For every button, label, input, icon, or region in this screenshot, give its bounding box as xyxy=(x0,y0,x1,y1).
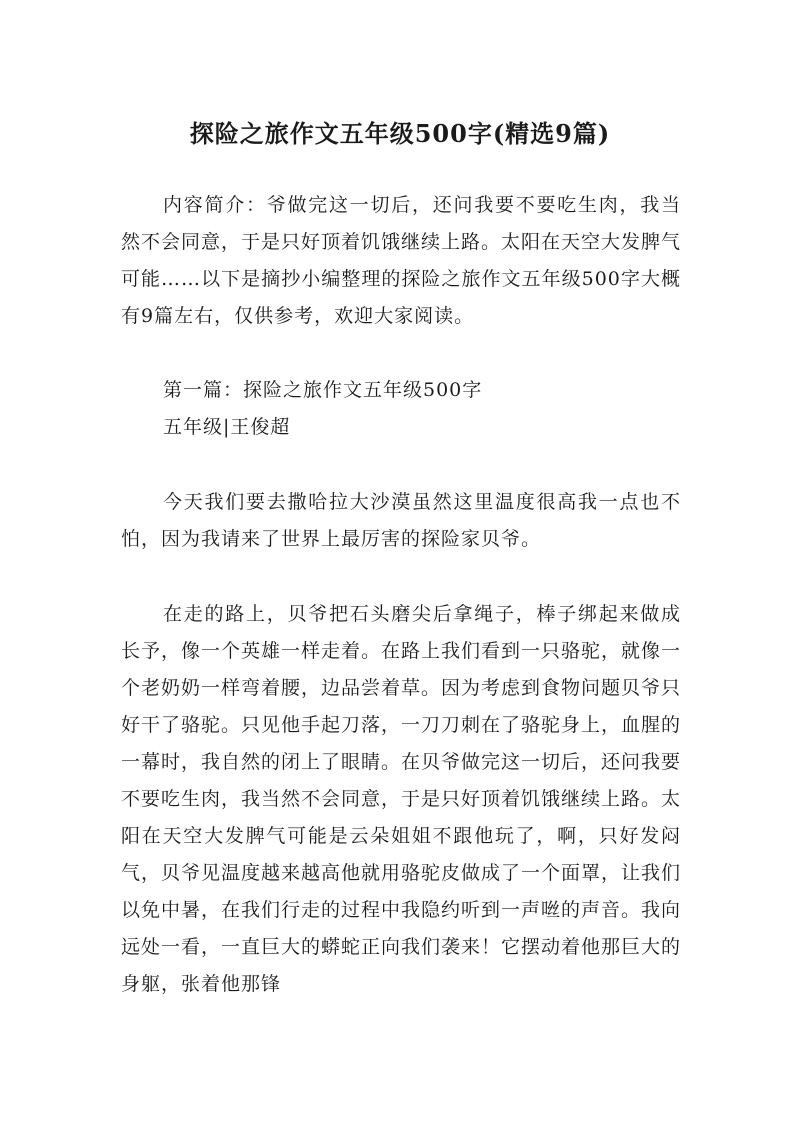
intro-paragraph: 内容简介：爷做完这一切后，还问我要不要吃生肉，我当然不会同意，于是只好顶着饥饿继续上路。太阳在天空大发脾气可能……以下是摘抄小编整理的探险之旅作文五年级500字大概有9篇左右，仅供参考，欢迎大家阅读。 xyxy=(121,194,682,327)
body-paragraph: 今天我们要去撒哈拉大沙漠虽然这里温度很高我一点也不怕，因为我请来了世界上最厉害的探险家贝爷。 xyxy=(121,491,681,550)
section-heading: 第一篇：探险之旅作文五年级500字 xyxy=(163,379,483,401)
author-line: 五年级|王俊超 xyxy=(163,416,291,438)
document-title: 探险之旅作文五年级500字(精选9篇) xyxy=(189,119,611,149)
body-paragraph: 在走的路上，贝爷把石头磨尖后拿绳子，棒子绑起来做成长予，像一个英雄一样走着。在路上我们看到一只骆驼，就像一个老奶奶一样弯着腰，边品尝着草。因为考虑到食物问题贝爷只好干了骆驼。只见他手起刀落，一刀刀刺在了骆驼身上，血腥的一幕时，我自然的闭上了眼睛。在贝爷做完这一切后，还问我要不要吃生肉，我当然不会同意，于是只好顶着饥饿继续上路。太阳在天空大发脾气可能是云朵姐姐不跟他玩了，啊，只好发闷气，贝爷见温度越来越高他就用骆驼皮做成了一个面罩，让我们以免中暑，在我们行走的过程中我隐约听到一声咝的声音。我向远处一看，一直巨大的蟒蛇正向我们袭来！它摆动着他那巨大的身躯，张着他那锋 xyxy=(121,603,682,995)
